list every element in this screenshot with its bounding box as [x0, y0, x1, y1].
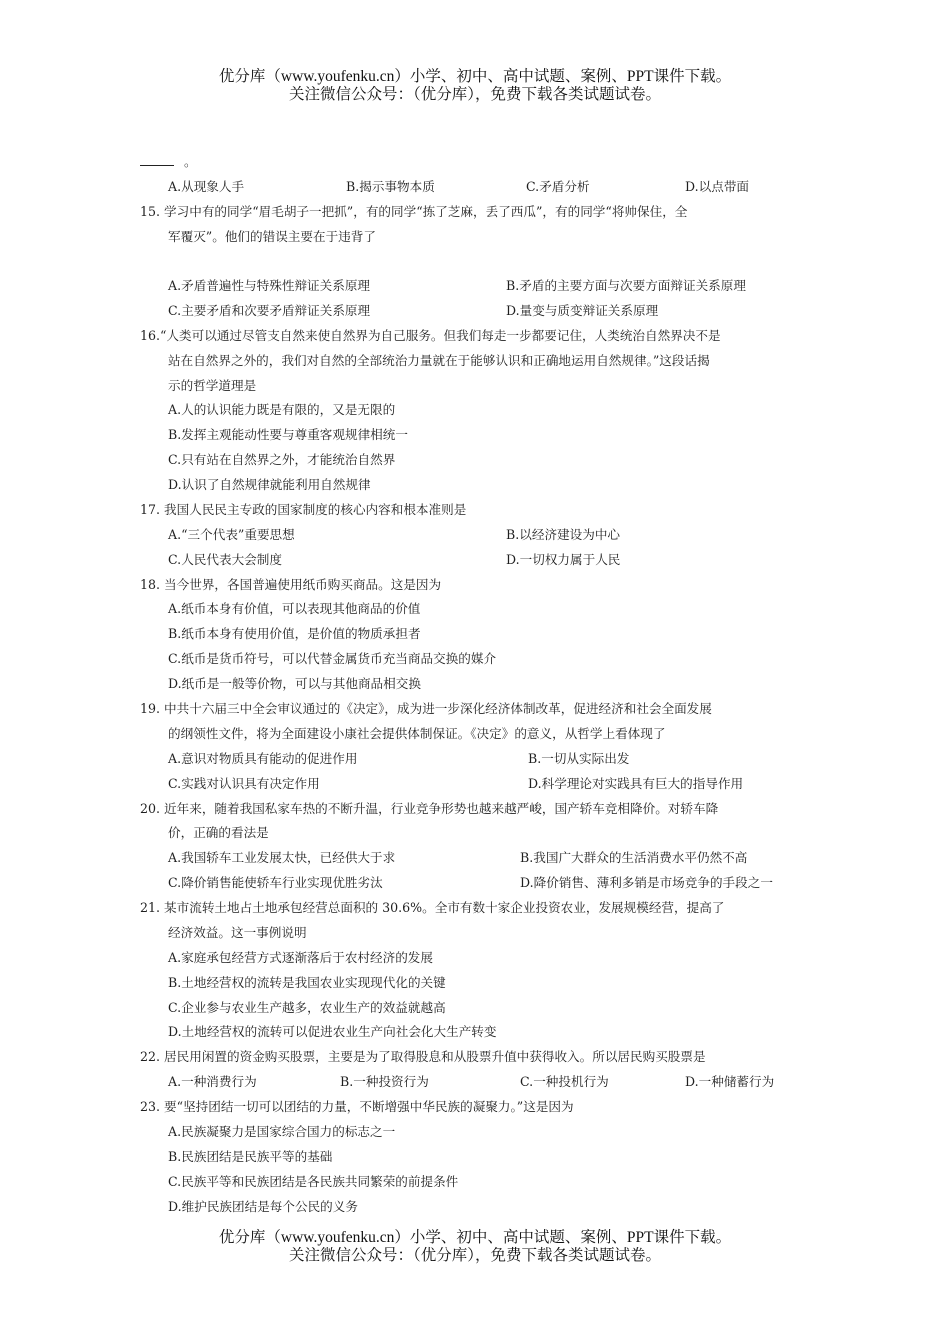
q23-stem-line-1: 23. 要“坚持团结一切可以团结的力量，不断增强中华民族的凝聚力。”这是因为: [140, 1099, 574, 1114]
q22-option-b: B.一种投资行为: [340, 1074, 429, 1089]
q23-option-b: B.民族团结是民族平等的基础: [168, 1149, 333, 1164]
q23-option-a: A.民族凝聚力是国家综合国力的标志之一: [168, 1124, 396, 1139]
q20-option-c: C.降价销售能使轿车行业实现优胜劣汰: [168, 875, 383, 890]
q23-option-d: D.维护民族团结是每个公民的义务: [168, 1199, 358, 1214]
q16-stem-line-3: 示的哲学道理是: [168, 378, 257, 393]
q16-stem-line-2: 站在自然界之外的，我们对自然的全部统治力量就在于能够认识和正确地运用自然规律。”这段话揭: [168, 353, 710, 368]
q20-stem-line-1: 20. 近年来，随着我国私家车热的不断升温，行业竞争形势也越来越严峻，国产轿车竞相降价。对轿车降: [140, 801, 719, 816]
q20-stem-line-2: 价，正确的看法是: [168, 825, 269, 840]
q19-stem-line-1: 19. 中共十六届三中全会审议通过的《决定》，成为进一步深化经济体制改革，促进经济和社会全面发展: [140, 701, 712, 716]
q15-stem-line-2: 军覆灭”。他们的错误主要在于违背了: [168, 229, 376, 244]
q17-option-d: D.一切权力属于人民: [506, 552, 621, 567]
q17-option-b: B.以经济建设为中心: [506, 527, 621, 542]
footer-line-1: 优分库（www.youfenku.cn）小学、初中、高中试题、案例、PPT课件下载。: [218, 1229, 732, 1246]
q20-option-d: D.降价销售、薄利多销是市场竞争的手段之一: [520, 875, 773, 890]
q16-option-c: C.只有站在自然界之外，才能统治自然界: [168, 452, 396, 467]
q15-option-c: C.主要矛盾和次要矛盾辩证关系原理: [168, 303, 371, 318]
q20-option-b: B.我国广大群众的生活消费水平仍然不高: [520, 850, 748, 865]
q20-option-a: A.我国轿车工业发展太快，已经供大于求: [168, 850, 396, 865]
header-line-1: 优分库（www.youfenku.cn）小学、初中、高中试题、案例、PPT课件下载。: [218, 68, 732, 85]
header-line-2: 关注微信公众号：（优分库），免费下载各类试题试卷。: [288, 86, 661, 103]
q15-stem-line-1: 15. 学习中有的同学“眉毛胡子一把抓”，有的同学“拣了芝麻，丢了西瓜”，有的同学“将帅保住，全: [140, 204, 688, 219]
q19-option-a: A.意识对物质具有能动的促进作用: [168, 751, 358, 766]
q19-option-b: B.一切从实际出发: [528, 751, 630, 766]
q14-option-a: A.从现象人手: [168, 179, 245, 194]
q16-stem-line-1: 16.“人类可以通过尽管支自然来使自然界为自己服务。但我们每走一步都要记住，人类统治自然界决不是: [140, 328, 721, 343]
q18-option-c: C.纸币是货币符号，可以代替金属货币充当商品交换的媒介: [168, 651, 497, 666]
q21-option-b: B.土地经营权的流转是我国农业实现现代化的关键: [168, 975, 446, 990]
q17-option-a: A.“三个代表”重要思想: [168, 527, 295, 542]
q14-tail: 。: [184, 154, 197, 169]
q21-option-d: D.土地经营权的流转可以促进农业生产向社会化大生产转变: [168, 1024, 497, 1039]
q21-option-a: A.家庭承包经营方式逐渐落后于农村经济的发展: [168, 950, 433, 965]
q23-option-c: C.民族平等和民族团结是各民族共同繁荣的前提条件: [168, 1174, 459, 1189]
footer-line-2: 关注微信公众号：（优分库），免费下载各类试题试卷。: [288, 1247, 661, 1264]
q21-option-c: C.企业参与农业生产越多，农业生产的效益就越高: [168, 1000, 446, 1015]
q14-option-d: D.以点带面: [685, 179, 750, 194]
q16-option-b: B.发挥主观能动性要与尊重客观规律相统一: [168, 427, 408, 442]
q22-option-c: C.一种投机行为: [520, 1074, 609, 1089]
q22-option-a: A.一种消费行为: [168, 1074, 257, 1089]
q14-option-b: B.揭示事物本质: [346, 179, 435, 194]
q22-option-d: D.一种储蓄行为: [685, 1074, 775, 1089]
q21-stem-line-1: 21. 某市流转土地占土地承包经营总面积的 30.6%。全市有数十家企业投资农业，发展规模经营，提高了: [140, 900, 725, 915]
q22-stem-line-1: 22. 居民用闲置的资金购买股票，主要是为了取得股息和从股票升值中获得收入。所以居民购买股票是: [140, 1049, 706, 1064]
answer-blank: [140, 165, 174, 166]
q18-option-b: B.纸币本身有使用价值，是价值的物质承担者: [168, 626, 421, 641]
q18-option-d: D.纸币是一般等价物，可以与其他商品相交换: [168, 676, 421, 691]
page-footer: [0, 1229, 950, 1265]
q14-option-c: C.矛盾分析: [526, 179, 590, 194]
q19-option-d: D.科学理论对实践具有巨大的指导作用: [528, 776, 744, 791]
q15-option-d: D.量变与质变辩证关系原理: [506, 303, 659, 318]
q21-stem-line-2: 经济效益。这一事例说明: [168, 925, 307, 940]
q19-stem-line-2: 的纲领性文件，将为全面建设小康社会提供体制保证。《决定》的意义，从哲学上看体现了: [168, 726, 666, 741]
q15-option-b: B.矛盾的主要方面与次要方面辩证关系原理: [506, 278, 746, 293]
page-header: [0, 68, 950, 104]
q16-option-d: D.认识了自然规律就能利用自然规律: [168, 477, 371, 492]
q17-option-c: C.人民代表大会制度: [168, 552, 282, 567]
q15-option-a: A.矛盾普遍性与特殊性辩证关系原理: [168, 278, 371, 293]
q18-stem-line-1: 18. 当今世界，各国普遍使用纸币购买商品。这是因为: [140, 577, 442, 592]
q16-option-a: A.人的认识能力既是有限的，又是无限的: [168, 402, 396, 417]
q19-option-c: C.实践对认识具有决定作用: [168, 776, 320, 791]
q18-option-a: A.纸币本身有价值，可以表现其他商品的价值: [168, 601, 421, 616]
q17-stem-line-1: 17. 我国人民民主专政的国家制度的核心内容和根本准则是: [140, 502, 467, 517]
